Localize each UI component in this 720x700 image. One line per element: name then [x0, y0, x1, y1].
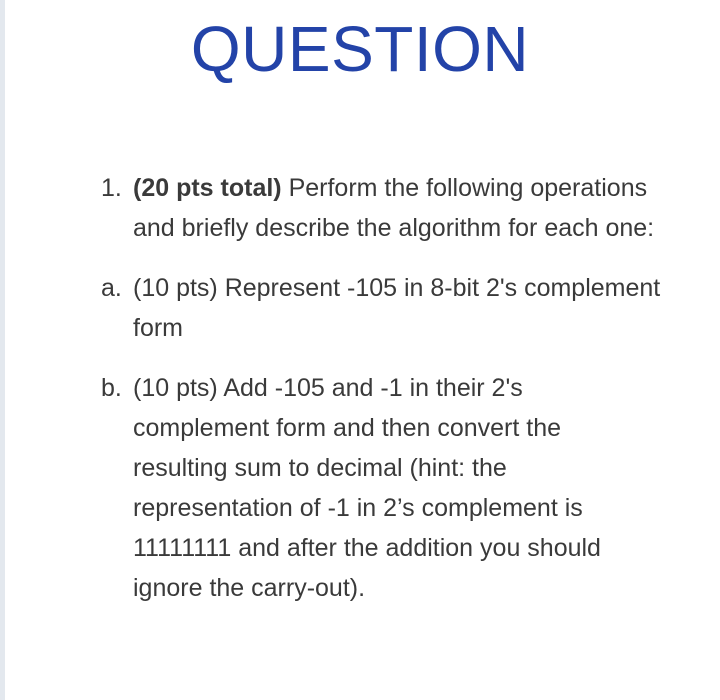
- left-edge-strip: [0, 0, 5, 700]
- question-item-a: [101, 268, 661, 348]
- item-marker: b.: [101, 374, 122, 402]
- page-title: QUESTION: [190, 13, 530, 85]
- question-item-1: [101, 168, 661, 248]
- item-text: (10 pts) Represent -105 in 8-bit 2's complement form: [133, 274, 661, 342]
- item-marker: 1.: [101, 174, 122, 202]
- item-description: Perform the following operations and briefly describe the algorithm for each one:: [133, 174, 655, 242]
- points-label: (20 pts total): [133, 174, 282, 202]
- item-text: (10 pts) Add -105 and -1 in their 2's complement form and then convert the resulting sum to decimal (hint: the representation of -1 in 2’s complement is 11111111 and after the addition you should ignore the carry-out).: [133, 374, 601, 602]
- question-item-b: [101, 368, 661, 608]
- item-text: [133, 168, 661, 248]
- item-marker: a.: [101, 274, 122, 302]
- question-list: [101, 168, 661, 628]
